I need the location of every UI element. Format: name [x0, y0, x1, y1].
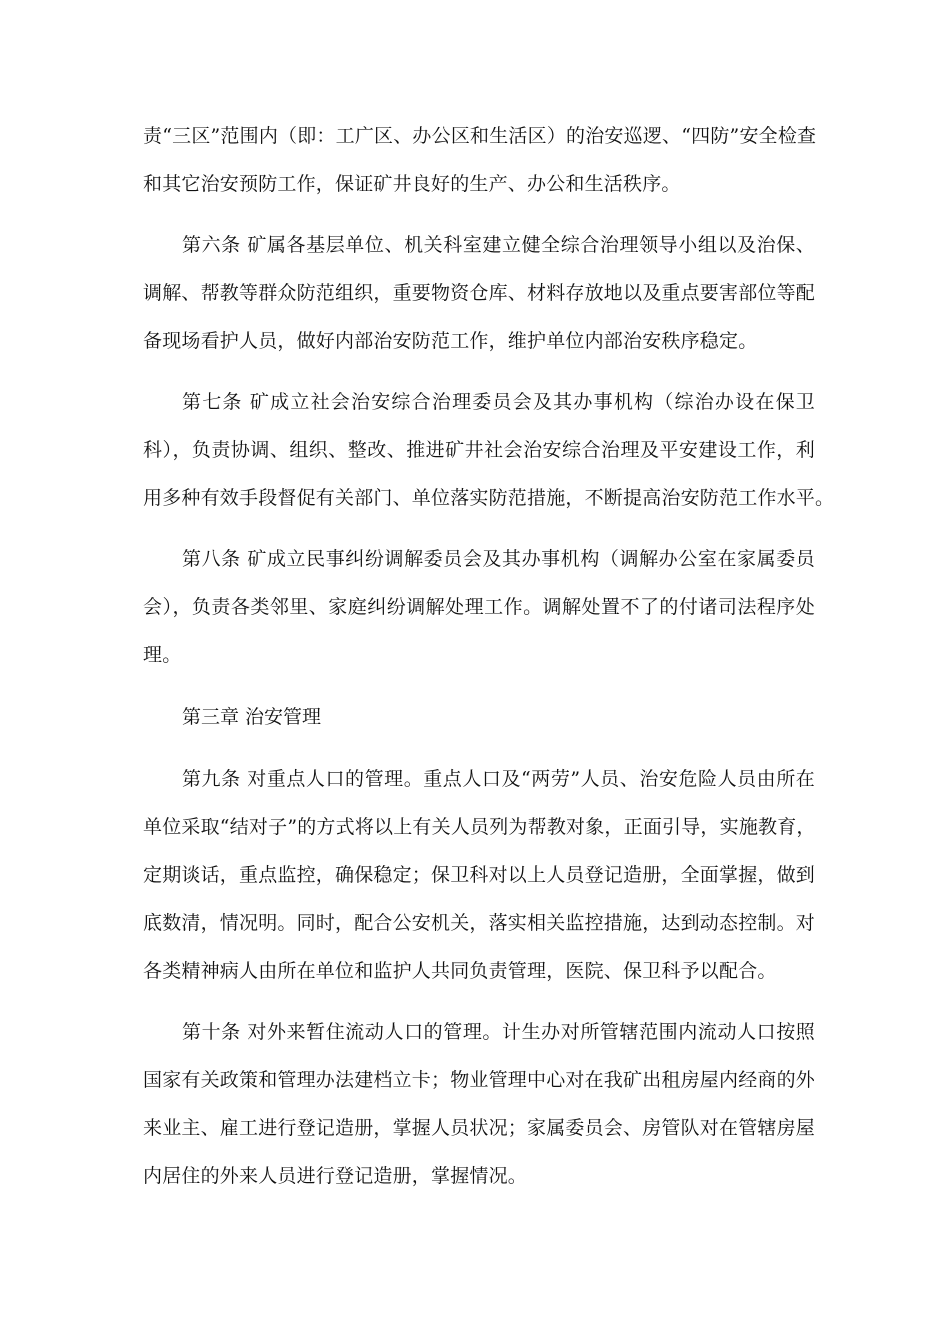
article-9-line: 底数清，情况明。同时，配合公安机关，落实相关监控措施，达到动态控制。对: [143, 912, 816, 934]
article-7-line: 科），负责协调、组织、整改、推进矿井社会治安综合治理及平安建设工作，利: [143, 439, 815, 461]
article-9-line: 各类精神病人由所在单位和监护人共同负责管理，医院、保卫科予以配合。: [143, 960, 777, 982]
article-7-line: 用多种有效手段督促有关部门、单位落实防范措施，不断提高治安防范工作水平。: [143, 487, 835, 509]
article-9-line: 定期谈话，重点监控，确保稳定；保卫科对以上人员登记造册，全面掌握，做到: [143, 864, 816, 886]
article-9-line: 单位采取“结对子”的方式将以上有关人员列为帮教对象，正面引导，实施教育，: [143, 816, 816, 838]
paragraph-line: 和其它治安预防工作，保证矿井良好的生产、办公和生活秩序。: [143, 173, 681, 195]
article-8-line: 理。: [143, 644, 182, 666]
article-10-line: 国家有关政策和管理办法建档立卡；物业管理中心对在我矿出租房屋内经商的外: [143, 1069, 816, 1091]
article-10-line: 第十条 对外来暂住流动人口的管理。计生办对所管辖范围内流动人口按照: [182, 1021, 815, 1043]
article-7-line: 第七条 矿成立社会治安综合治理委员会及其办事机构（综治办设在保卫: [182, 391, 815, 413]
article-6-line: 第六条 矿属各基层单位、机关科室建立健全综合治理领导小组以及治保、: [182, 234, 815, 256]
paragraph-line: 责“三区”范围内（即：工广区、办公区和生活区）的治安巡逻、“四防”安全检查: [143, 125, 817, 147]
article-10-line: 来业主、雇工进行登记造册，掌握人员状况；家属委员会、房管队对在管辖房屋: [143, 1117, 816, 1139]
chapter-heading: 第三章 治安管理: [182, 706, 322, 728]
article-6-line: 备现场看护人员，做好内部治安防范工作，维护单位内部治安秩序稳定。: [143, 330, 758, 352]
article-10-line: 内居住的外来人员进行登记造册，掌握情况。: [143, 1165, 528, 1187]
article-8-line: 会），负责各类邻里、家庭纠纷调解处理工作。调解处置不了的付诸司法程序处: [143, 596, 815, 618]
article-6-line: 调解、帮教等群众防范组织，重要物资仓库、材料存放地以及重点要害部位等配: [143, 282, 816, 304]
article-8-line: 第八条 矿成立民事纠纷调解委员会及其办事机构（调解办公室在家属委员: [182, 548, 815, 570]
article-9-line: 第九条 对重点人口的管理。重点人口及“两劳”人员、治安危险人员由所在: [182, 768, 815, 790]
